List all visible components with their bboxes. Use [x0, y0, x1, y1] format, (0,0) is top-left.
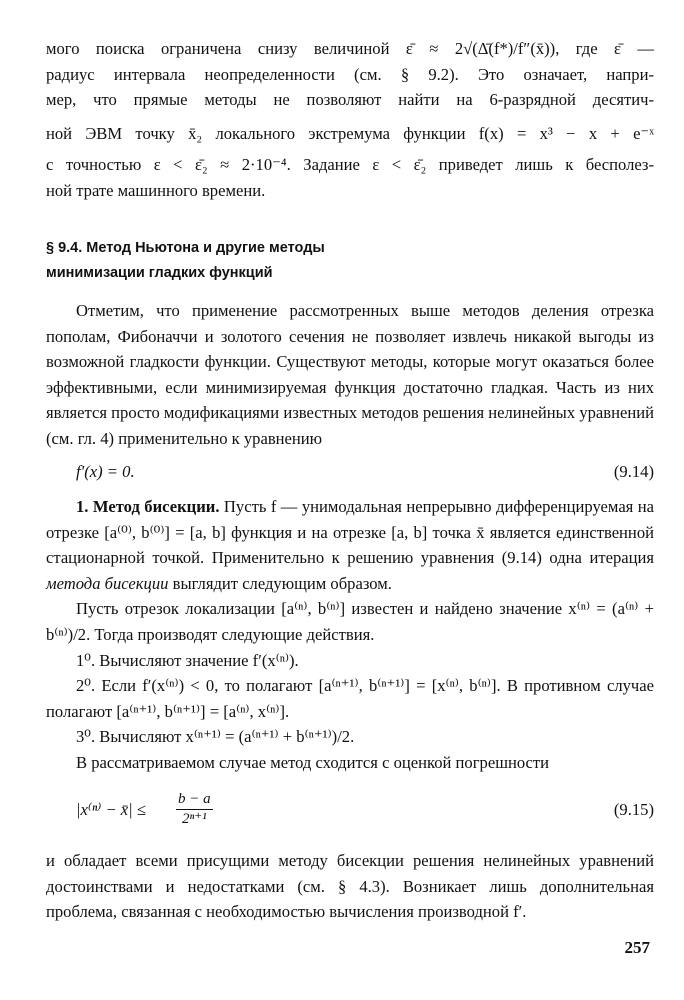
intro-paragraph: Отметим, что применение рассмотренных выше методов деления отрезка пополам, Фибоначчи и золотого сечения не позволяет извлечь никакой выгоды из возможной гладкости функции. Существуют методы, которые могут оказаться более эффективными, если минимизируемая функция достаточно гладкая. Часть из них является просто модификациями известных методов решения нелинейных уравнений (см. гл. 4) применительно к уравнению: [46, 301, 654, 448]
bisection-title: 1. Метод бисекции.: [76, 497, 220, 516]
equation-9-14-formula: f′(x) = 0.: [76, 462, 135, 481]
bisection-paragraph-3: В рассматриваемом случае метод сходится с оценкой погрешности: [76, 752, 550, 772]
equation-9-15-number: (9.15): [613, 800, 654, 819]
bisection-section: [46, 494, 654, 776]
equation-9-15: [76, 790, 654, 834]
bisection-step-1: 1⁰. Вычисляют значение f′(x⁽ⁿ⁾).: [76, 650, 299, 670]
equation-9-14: [76, 462, 654, 482]
line-2: радиус интервала неопределенности (см. § 9.2). Это означает, напри-: [46, 64, 654, 84]
line-1: мого поиска ограничена снизу величиной ε̄ ≈ 2√(Δ̄(f*)/f″(x̄)), где ε̄ —: [46, 39, 654, 58]
intro-paragraph-block: [46, 298, 654, 452]
equation-9-14-number: (9.14): [613, 462, 654, 481]
page-number: 257: [624, 938, 650, 957]
line-5: с точностью ε < ε̄₂ ≈ 2·10⁻⁴. Задание ε < ε̄₂ приведет лишь к бесполез-: [46, 155, 654, 175]
closing-paragraph-block: [46, 848, 654, 925]
line-6: ной трате машинного времени.: [46, 180, 266, 200]
section-heading: [46, 236, 654, 286]
equation-9-15-lhs: |x⁽ⁿ⁾ − x̄| ≤: [76, 800, 146, 819]
bisection-p1-italic: метода бисекции: [46, 573, 169, 593]
equation-9-15-fraction: [176, 790, 213, 829]
line-3: мер, что прямые методы не позволяют найти на 6-разрядной десятич-: [46, 90, 654, 110]
bisection-p1-end: выглядит следующим образом.: [172, 573, 392, 593]
bisection-step-3: 3⁰. Вычисляют x⁽ⁿ⁺¹⁾ = (a⁽ⁿ⁺¹⁾ + b⁽ⁿ⁺¹⁾)/2.: [76, 727, 355, 747]
line-4: ной ЭВМ точку x̄₂ локального экстремума функции f(x) = x³ − x + e⁻ˣ: [46, 123, 654, 143]
bisection-paragraph-1: [46, 494, 654, 596]
section-heading-line-2: минимизации гладких функций: [46, 265, 273, 281]
equation-9-15-denominator: 2ⁿ⁺¹: [181, 811, 207, 827]
section-heading-line-1: § 9.4. Метод Ньютона и другие методы: [46, 240, 325, 256]
closing-paragraph: и обладает всеми присущими методу бисекции решения нелинейных уравнений достоинствами и недостатками (см. § 4.3). Возникает лишь дополнительная проблема, связанная с необходимостью вычисления производной f′.: [46, 851, 654, 922]
bisection-step-2: 2⁰. Если f′(x⁽ⁿ⁾) < 0, то полагают [a⁽ⁿ⁺¹⁾, b⁽ⁿ⁺¹⁾] = [x⁽ⁿ⁾, b⁽ⁿ⁾]. В противном случае полагают [a⁽ⁿ⁺¹⁾, b⁽ⁿ⁺¹⁾] = [a⁽ⁿ⁾, x⁽ⁿ⁾].: [46, 676, 654, 721]
top-paragraph: [46, 36, 654, 204]
bisection-p1-text: Пусть f — унимодальная непрерывно дифференцируемая на отрезке [a⁽⁰⁾, b⁽⁰⁾] = [a, b] функция и на отрезке [a, b] точка x̄ является единственной стационарной точкой. Применительно к решению уравнения (9.14) одна итерация: [46, 497, 654, 568]
equation-9-15-numerator: b − a: [176, 790, 213, 810]
bisection-paragraph-2: Пусть отрезок локализации [a⁽ⁿ⁾, b⁽ⁿ⁾] известен и найдено значение x⁽ⁿ⁾ = (a⁽ⁿ⁾ + b⁽ⁿ⁾)/2. Тогда производят следующие действия.: [46, 599, 654, 644]
